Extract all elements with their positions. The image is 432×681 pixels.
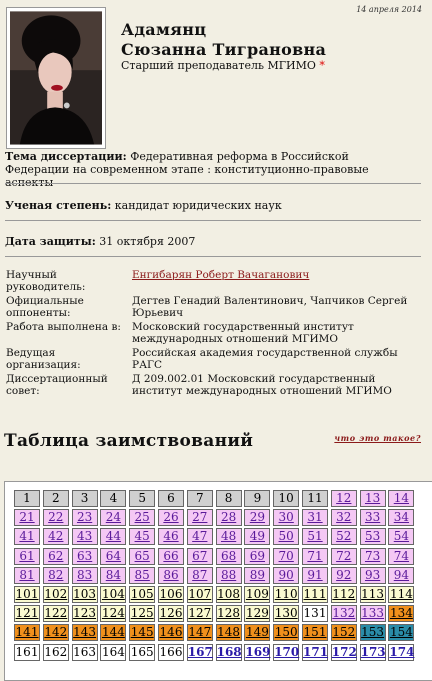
- page-cell[interactable]: 72: [331, 548, 357, 565]
- page-cell[interactable]: 22: [43, 509, 69, 526]
- info-label: Официальные оппоненты:: [6, 295, 84, 319]
- position-text: Старший преподаватель МГИМО: [121, 59, 316, 72]
- page-cell[interactable]: 149: [245, 625, 269, 640]
- degree-value: кандидат юридических наук: [114, 199, 282, 212]
- page-cell: 3: [72, 490, 98, 507]
- info-table: [4, 268, 424, 398]
- page-cell[interactable]: 87: [187, 567, 213, 584]
- page-cell[interactable]: 62: [43, 548, 69, 565]
- page-cell[interactable]: 84: [100, 567, 126, 584]
- page-cell[interactable]: 105: [130, 587, 154, 601]
- page-cell[interactable]: 114: [389, 587, 413, 601]
- page-cell[interactable]: 73: [360, 548, 386, 565]
- page-cell[interactable]: 54: [388, 528, 414, 545]
- page-cell[interactable]: 130: [274, 606, 298, 621]
- page-cell[interactable]: 122: [44, 606, 68, 621]
- page-cell[interactable]: 91: [302, 567, 328, 584]
- page-cell[interactable]: 123: [73, 606, 97, 621]
- page-cell[interactable]: 25: [129, 509, 155, 526]
- page-cell[interactable]: 81: [14, 567, 40, 584]
- page-cell[interactable]: 21: [14, 509, 40, 526]
- defense-label: Дата защиты:: [5, 235, 96, 248]
- page-cell[interactable]: 44: [100, 528, 126, 545]
- page-cell: 2: [43, 490, 69, 507]
- page-cell[interactable]: 70: [273, 548, 299, 565]
- page-cell[interactable]: 83: [72, 567, 98, 584]
- degree-label: Ученая степень:: [5, 199, 112, 212]
- page-cell[interactable]: 168: [216, 644, 242, 659]
- info-row: [4, 320, 424, 346]
- page-cell[interactable]: 47: [187, 528, 213, 545]
- page-cell[interactable]: 48: [216, 528, 242, 545]
- page-cell: 8: [216, 490, 242, 507]
- supervisor-link[interactable]: Енгибарян Роберт Вачаганович: [132, 269, 310, 281]
- defense-value: 31 октября 2007: [99, 235, 196, 248]
- page-cell: 1: [14, 490, 40, 507]
- page-cell[interactable]: 66: [158, 548, 184, 565]
- page-cell[interactable]: 129: [245, 606, 269, 621]
- position-line: [121, 59, 325, 72]
- defense-field: [5, 235, 195, 248]
- page-cell: 163: [73, 644, 97, 659]
- divider: [5, 256, 421, 257]
- page-cell[interactable]: 173: [360, 644, 386, 659]
- info-value: Российская академия государственной службы РАГС: [132, 347, 398, 371]
- page-cell[interactable]: 108: [217, 587, 241, 601]
- page-cell: 9: [244, 490, 270, 507]
- page-cell: 165: [130, 644, 154, 659]
- info-label: Диссертационный совет:: [6, 373, 108, 397]
- page-cell[interactable]: 145: [130, 625, 154, 640]
- page-cell[interactable]: 167: [187, 644, 213, 659]
- given-names: Сюзанна Тиграновна: [121, 40, 327, 59]
- profile-photo: [6, 7, 106, 149]
- degree-field: [5, 199, 282, 212]
- page-cell[interactable]: 49: [244, 528, 270, 545]
- info-value: Дегтев Генадий Валентинович, Чапчиков Сергей Юрьевич: [132, 295, 408, 319]
- info-row: [4, 372, 424, 398]
- page-cell[interactable]: 28: [216, 509, 242, 526]
- borrow-table-frame: [4, 481, 432, 681]
- page-cell[interactable]: 65: [129, 548, 155, 565]
- surname: Адамянц: [121, 20, 207, 39]
- page-cell[interactable]: 89: [244, 567, 270, 584]
- page-cell[interactable]: 71: [302, 548, 328, 565]
- info-value: Д 209.002.01 Московский государственный институт международных отношений МГИМО: [132, 373, 392, 397]
- page-cell[interactable]: 154: [389, 625, 413, 640]
- page-cell[interactable]: 174: [389, 644, 415, 659]
- page-cell[interactable]: 111: [303, 587, 327, 601]
- info-label: Работа выполнена в:: [6, 321, 121, 333]
- page-cell[interactable]: 141: [15, 625, 39, 640]
- page-cell: 11: [302, 490, 328, 507]
- page-cell[interactable]: 32: [331, 509, 357, 526]
- divider: [5, 220, 421, 221]
- page-cell[interactable]: 23: [72, 509, 98, 526]
- page-cell[interactable]: 133: [361, 606, 385, 621]
- page-cell[interactable]: 24: [100, 509, 126, 526]
- page-cell[interactable]: 43: [72, 528, 98, 545]
- page-cell[interactable]: 41: [14, 528, 40, 545]
- page-cell[interactable]: 172: [331, 644, 357, 659]
- page-cell[interactable]: 107: [188, 587, 212, 601]
- divider: [5, 183, 421, 184]
- page-cell[interactable]: 52: [331, 528, 357, 545]
- page-cell[interactable]: 46: [158, 528, 184, 545]
- page-cell[interactable]: 151: [303, 625, 327, 640]
- page-cell[interactable]: 74: [388, 548, 414, 565]
- page-cell[interactable]: 26: [158, 509, 184, 526]
- info-value: Московский государственный институт международных отношений МГИМО: [132, 321, 354, 345]
- info-row: [4, 268, 424, 294]
- page-cell[interactable]: 85: [129, 567, 155, 584]
- info-row: [4, 346, 424, 372]
- page-cell: 5: [129, 490, 155, 507]
- star-link[interactable]: *: [319, 59, 325, 72]
- page-cell[interactable]: 63: [72, 548, 98, 565]
- page-cell[interactable]: 101: [15, 587, 39, 601]
- page-cell[interactable]: 150: [274, 625, 298, 640]
- page-cell[interactable]: 92: [331, 567, 357, 584]
- borrow-table-title: Таблица заимствований: [4, 431, 254, 451]
- page-cell[interactable]: 128: [217, 606, 241, 621]
- page-cell[interactable]: 94: [388, 567, 414, 584]
- page-cell[interactable]: 27: [187, 509, 213, 526]
- page-cell[interactable]: 147: [188, 625, 212, 640]
- page-cell[interactable]: 170: [274, 644, 300, 659]
- page-cell[interactable]: 29: [244, 509, 270, 526]
- page-cell[interactable]: 153: [361, 625, 385, 640]
- page-cell[interactable]: 143: [73, 625, 97, 640]
- page-cell[interactable]: 127: [188, 606, 212, 621]
- page-cell[interactable]: 13: [360, 490, 386, 507]
- page-cell[interactable]: 148: [217, 625, 241, 640]
- page-cell[interactable]: 152: [332, 625, 356, 640]
- page-cell[interactable]: 33: [360, 509, 386, 526]
- info-label: Ведущая организация:: [6, 347, 81, 371]
- page-cell[interactable]: 30: [273, 509, 299, 526]
- page-cell: 164: [101, 644, 125, 659]
- page-cell[interactable]: 103: [73, 587, 97, 601]
- page-cell[interactable]: 102: [44, 587, 68, 601]
- page-cell[interactable]: 82: [43, 567, 69, 584]
- page-cell[interactable]: 64: [100, 548, 126, 565]
- page-cell[interactable]: 109: [245, 587, 269, 601]
- page-cell[interactable]: 132: [332, 606, 356, 621]
- page-cell[interactable]: 90: [273, 567, 299, 584]
- page-cell[interactable]: 31: [302, 509, 328, 526]
- page-cell[interactable]: 124: [101, 606, 125, 621]
- page-cell[interactable]: 144: [101, 625, 125, 640]
- page-cell[interactable]: 126: [159, 606, 183, 621]
- info-label: Научный руководитель:: [6, 269, 86, 293]
- page-cell[interactable]: 93: [360, 567, 386, 584]
- page-cell[interactable]: 67: [187, 548, 213, 565]
- page-cell[interactable]: 106: [159, 587, 183, 601]
- page-cell[interactable]: 171: [303, 644, 329, 659]
- page-cell[interactable]: 45: [129, 528, 155, 545]
- page-cell[interactable]: 34: [388, 509, 414, 526]
- info-row: [4, 294, 424, 320]
- page-cell: 162: [44, 644, 68, 659]
- page-cell[interactable]: 12: [331, 490, 357, 507]
- topic-value: Федеративная реформа в Российской Федерации на современном этапе : конституционно-правовые аспекты: [5, 150, 369, 189]
- page-cell: 10: [273, 490, 299, 507]
- page-cell[interactable]: 110: [274, 587, 298, 601]
- page-cell[interactable]: 113: [361, 587, 385, 601]
- page-cell: 161: [15, 644, 39, 659]
- page-cell[interactable]: 61: [14, 548, 40, 565]
- page-cell: 166: [159, 644, 183, 659]
- date-label: 14 апреля 2014: [356, 5, 422, 14]
- topic-label: Тема диссертации:: [5, 150, 127, 163]
- page-cell[interactable]: 42: [43, 528, 69, 545]
- page-cell[interactable]: 68: [216, 548, 242, 565]
- page-cell[interactable]: 69: [244, 548, 270, 565]
- page-cell[interactable]: 53: [360, 528, 386, 545]
- portrait-image: [10, 11, 102, 145]
- page-cell: 7: [187, 490, 213, 507]
- page-cell[interactable]: 142: [44, 625, 68, 640]
- page-cell: 4: [100, 490, 126, 507]
- page-cell[interactable]: 125: [130, 606, 154, 621]
- page-cell[interactable]: 51: [302, 528, 328, 545]
- page-cell[interactable]: 88: [216, 567, 242, 584]
- page-cell[interactable]: 121: [15, 606, 39, 621]
- page-cell[interactable]: 112: [332, 587, 356, 601]
- page-cell[interactable]: 14: [388, 490, 414, 507]
- page-cell: 6: [158, 490, 184, 507]
- page-cell[interactable]: 169: [245, 644, 271, 659]
- what-is-this-link[interactable]: что это такое?: [334, 433, 421, 443]
- page-cell[interactable]: 134: [389, 606, 413, 621]
- page-cell: 131: [303, 606, 327, 621]
- page-cell[interactable]: 146: [159, 625, 183, 640]
- page-cell[interactable]: 86: [158, 567, 184, 584]
- page-cell[interactable]: 104: [101, 587, 125, 601]
- page-cell[interactable]: 50: [273, 528, 299, 545]
